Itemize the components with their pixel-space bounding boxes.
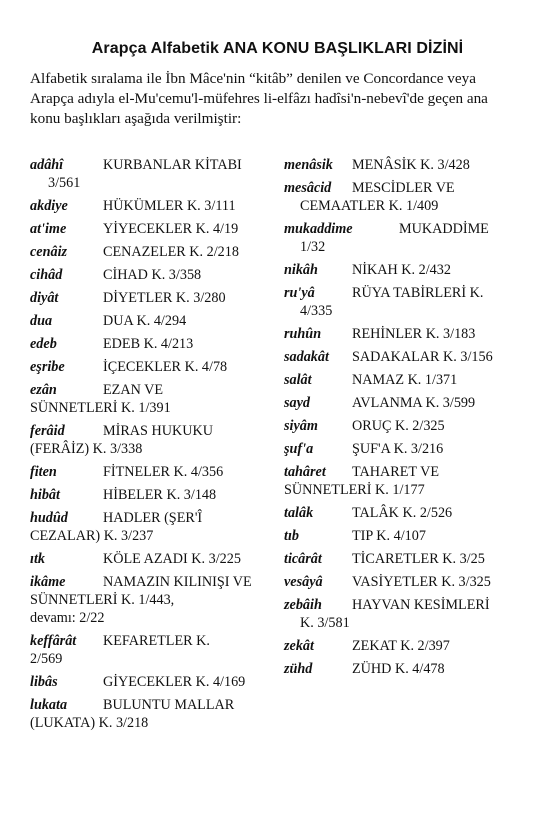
index-entry — [284, 417, 544, 435]
topic-continuation: K. 3/581 — [300, 615, 350, 631]
arabic-term: ruhûn — [284, 326, 322, 342]
topic-heading: AVLANMA K. 3/599 — [352, 395, 476, 411]
index-entry — [284, 371, 544, 389]
topic-heading: NİKAH K. 2/432 — [352, 262, 451, 278]
topic-continuation: CEZALAR) K. 3/237 — [30, 528, 154, 544]
topic-heading: ZÜHD K. 4/478 — [352, 661, 445, 677]
topic-heading: NAMAZ K. 1/371 — [352, 372, 458, 388]
topic-heading: TAHARET VE — [352, 464, 440, 480]
index-entry — [30, 632, 265, 668]
index-entry — [30, 673, 265, 691]
index-entry — [284, 527, 544, 545]
arabic-term: mukaddime — [284, 221, 353, 237]
topic-continuation: CEMAATLER K. 1/409 — [300, 198, 439, 214]
arabic-term: salât — [284, 372, 312, 388]
arabic-term: zebâih — [284, 597, 322, 613]
index-entry — [30, 266, 265, 284]
left-index-column — [30, 156, 265, 737]
arabic-term: tıb — [284, 528, 299, 544]
topic-continuation: (FERÂİZ) K. 3/338 — [30, 441, 143, 457]
arabic-term: talâk — [284, 505, 314, 521]
arabic-term: cenâiz — [30, 244, 68, 260]
topic-heading: HİBELER K. 3/148 — [103, 487, 217, 503]
index-entry — [284, 637, 544, 655]
topic-heading: KÖLE AZADI K. 3/225 — [103, 551, 241, 567]
index-entry — [284, 261, 544, 279]
arabic-term: dua — [30, 313, 53, 329]
topic-heading: RÜYA TABİRLERİ K. — [352, 285, 484, 301]
arabic-term: akdiye — [30, 198, 68, 214]
index-entry — [30, 422, 265, 458]
index-entry — [284, 440, 544, 458]
arabic-term: ferâid — [30, 423, 65, 439]
topic-heading: CENAZELER K. 2/218 — [103, 244, 239, 260]
arabic-term: libâs — [30, 674, 58, 690]
topic-continuation: devamı: 2/22 — [30, 610, 105, 626]
index-entry — [30, 358, 265, 376]
intro-paragraph — [30, 69, 540, 129]
topic-heading: TİCARETLER K. 3/25 — [352, 551, 485, 567]
topic-heading: TIP K. 4/107 — [352, 528, 426, 544]
topic-continuation: 1/32 — [300, 239, 326, 255]
topic-heading: MENÂSİK K. 3/428 — [352, 157, 470, 173]
arabic-term: mesâcid — [284, 180, 332, 196]
topic-heading: HADLER (ŞER'Î — [103, 510, 203, 526]
topic-continuation: (LUKATA) K. 3/218 — [30, 715, 149, 731]
arabic-term: hibât — [30, 487, 60, 503]
index-entry — [30, 197, 265, 215]
arabic-term: zühd — [284, 661, 313, 677]
index-entry — [284, 596, 544, 632]
arabic-term: keffârât — [30, 633, 77, 649]
arabic-term: hudûd — [30, 510, 68, 526]
topic-heading: EDEB K. 4/213 — [103, 336, 194, 352]
index-entry — [30, 312, 265, 330]
intro-line: Arapça adıyla el-Mu'cemu'l-müfehres li-elfâzı hadîsi'n-nebevî'de geçen ana — [30, 90, 488, 107]
topic-continuation: SÜNNETLERİ K. 1/177 — [284, 482, 425, 498]
topic-heading: SADAKALAR K. 3/156 — [352, 349, 493, 365]
arabic-term: ticârât — [284, 551, 322, 567]
index-entry — [30, 156, 265, 192]
topic-continuation: SÜNNETLERİ K. 1/391 — [30, 400, 171, 416]
arabic-term: vesâyâ — [284, 574, 323, 590]
page-title: Arapça Alfabetik ANA KONU BAŞLIKLARI DİZİNİ — [91, 40, 464, 57]
arabic-term: ru'yâ — [284, 285, 315, 301]
topic-heading: YİYECEKLER K. 4/19 — [103, 221, 239, 237]
topic-heading: DİYETLER K. 3/280 — [103, 290, 226, 306]
topic-heading: EZAN VE — [103, 382, 164, 398]
arabic-term: sayd — [284, 395, 311, 411]
index-entry — [284, 220, 544, 256]
arabic-term: zekât — [284, 638, 314, 654]
topic-heading: BULUNTU MALLAR — [103, 697, 235, 713]
topic-heading: ZEKAT K. 2/397 — [352, 638, 450, 654]
topic-continuation: 3/561 — [48, 175, 81, 191]
index-entry — [30, 243, 265, 261]
arabic-term: ıtk — [30, 551, 45, 567]
index-entry — [30, 486, 265, 504]
index-entry — [284, 156, 544, 174]
topic-heading: FİTNELER K. 4/356 — [103, 464, 224, 480]
index-entry — [284, 573, 544, 591]
arabic-term: diyât — [30, 290, 59, 306]
index-entry — [284, 284, 544, 320]
topic-heading: CİHAD K. 3/358 — [103, 267, 202, 283]
arabic-term: cihâd — [30, 267, 63, 283]
arabic-term: eşribe — [30, 359, 65, 375]
intro-line: Alfabetik sıralama ile İbn Mâce'nin “kitâb” denilen ve Concordance veya — [30, 70, 476, 87]
topic-heading: NAMAZIN KILINIŞI VE — [103, 574, 252, 590]
index-entry — [284, 325, 544, 343]
arabic-term: tahâret — [284, 464, 326, 480]
arabic-term: adâhî — [30, 157, 64, 173]
topic-heading: ORUÇ K. 2/325 — [352, 418, 445, 434]
index-entry — [30, 509, 265, 545]
index-entry — [30, 335, 265, 353]
arabic-term: edeb — [30, 336, 57, 352]
arabic-term: nikâh — [284, 262, 318, 278]
topic-heading: HÜKÜMLER K. 3/111 — [103, 198, 236, 214]
topic-heading: KEFARETLER K. — [103, 633, 210, 649]
topic-heading: MİRAS HUKUKU — [103, 423, 213, 439]
intro-line: konu başlıkları aşağıda verilmiştir: — [30, 110, 242, 127]
topic-heading: İÇECEKLER K. 4/78 — [103, 359, 228, 375]
topic-heading: VASİYETLER K. 3/325 — [352, 574, 491, 590]
index-entry — [30, 573, 265, 627]
index-entry — [284, 550, 544, 568]
index-entry — [30, 550, 265, 568]
right-index-column — [284, 156, 544, 683]
arabic-term: siyâm — [284, 418, 318, 434]
topic-heading: HAYVAN KESİMLERİ — [352, 597, 490, 613]
topic-continuation: SÜNNETLERİ K. 1/443, — [30, 592, 175, 608]
topic-heading: MESCİDLER VE — [352, 180, 455, 196]
index-entry — [284, 504, 544, 522]
index-entry — [284, 394, 544, 412]
index-entry — [30, 289, 265, 307]
index-entry — [284, 660, 544, 678]
topic-heading: DUA K. 4/294 — [103, 313, 187, 329]
topic-continuation: 2/569 — [30, 651, 63, 667]
topic-heading: GİYECEKLER K. 4/169 — [103, 674, 246, 690]
index-entry — [284, 179, 544, 215]
topic-heading: MUKADDİME — [399, 221, 489, 237]
arabic-term: menâsik — [284, 157, 333, 173]
topic-continuation: 4/335 — [300, 303, 333, 319]
topic-heading: ŞUF'A K. 3/216 — [352, 441, 444, 457]
index-entry — [30, 220, 265, 238]
index-entry — [284, 348, 544, 366]
topic-heading: REHİNLER K. 3/183 — [352, 326, 476, 342]
arabic-term: ezân — [30, 382, 57, 398]
index-entry — [284, 463, 544, 499]
topic-heading: TALÂK K. 2/526 — [352, 505, 453, 521]
arabic-term: şuf'a — [284, 441, 314, 457]
topic-heading: KURBANLAR KİTABI — [103, 157, 242, 173]
arabic-term: ikâme — [30, 574, 66, 590]
index-entry — [30, 381, 265, 417]
arabic-term: lukata — [30, 697, 68, 713]
index-entry — [30, 696, 265, 732]
index-entry — [30, 463, 265, 481]
arabic-term: fiten — [30, 464, 57, 480]
arabic-term: sadakât — [284, 349, 329, 365]
arabic-term: at'ime — [30, 221, 67, 237]
